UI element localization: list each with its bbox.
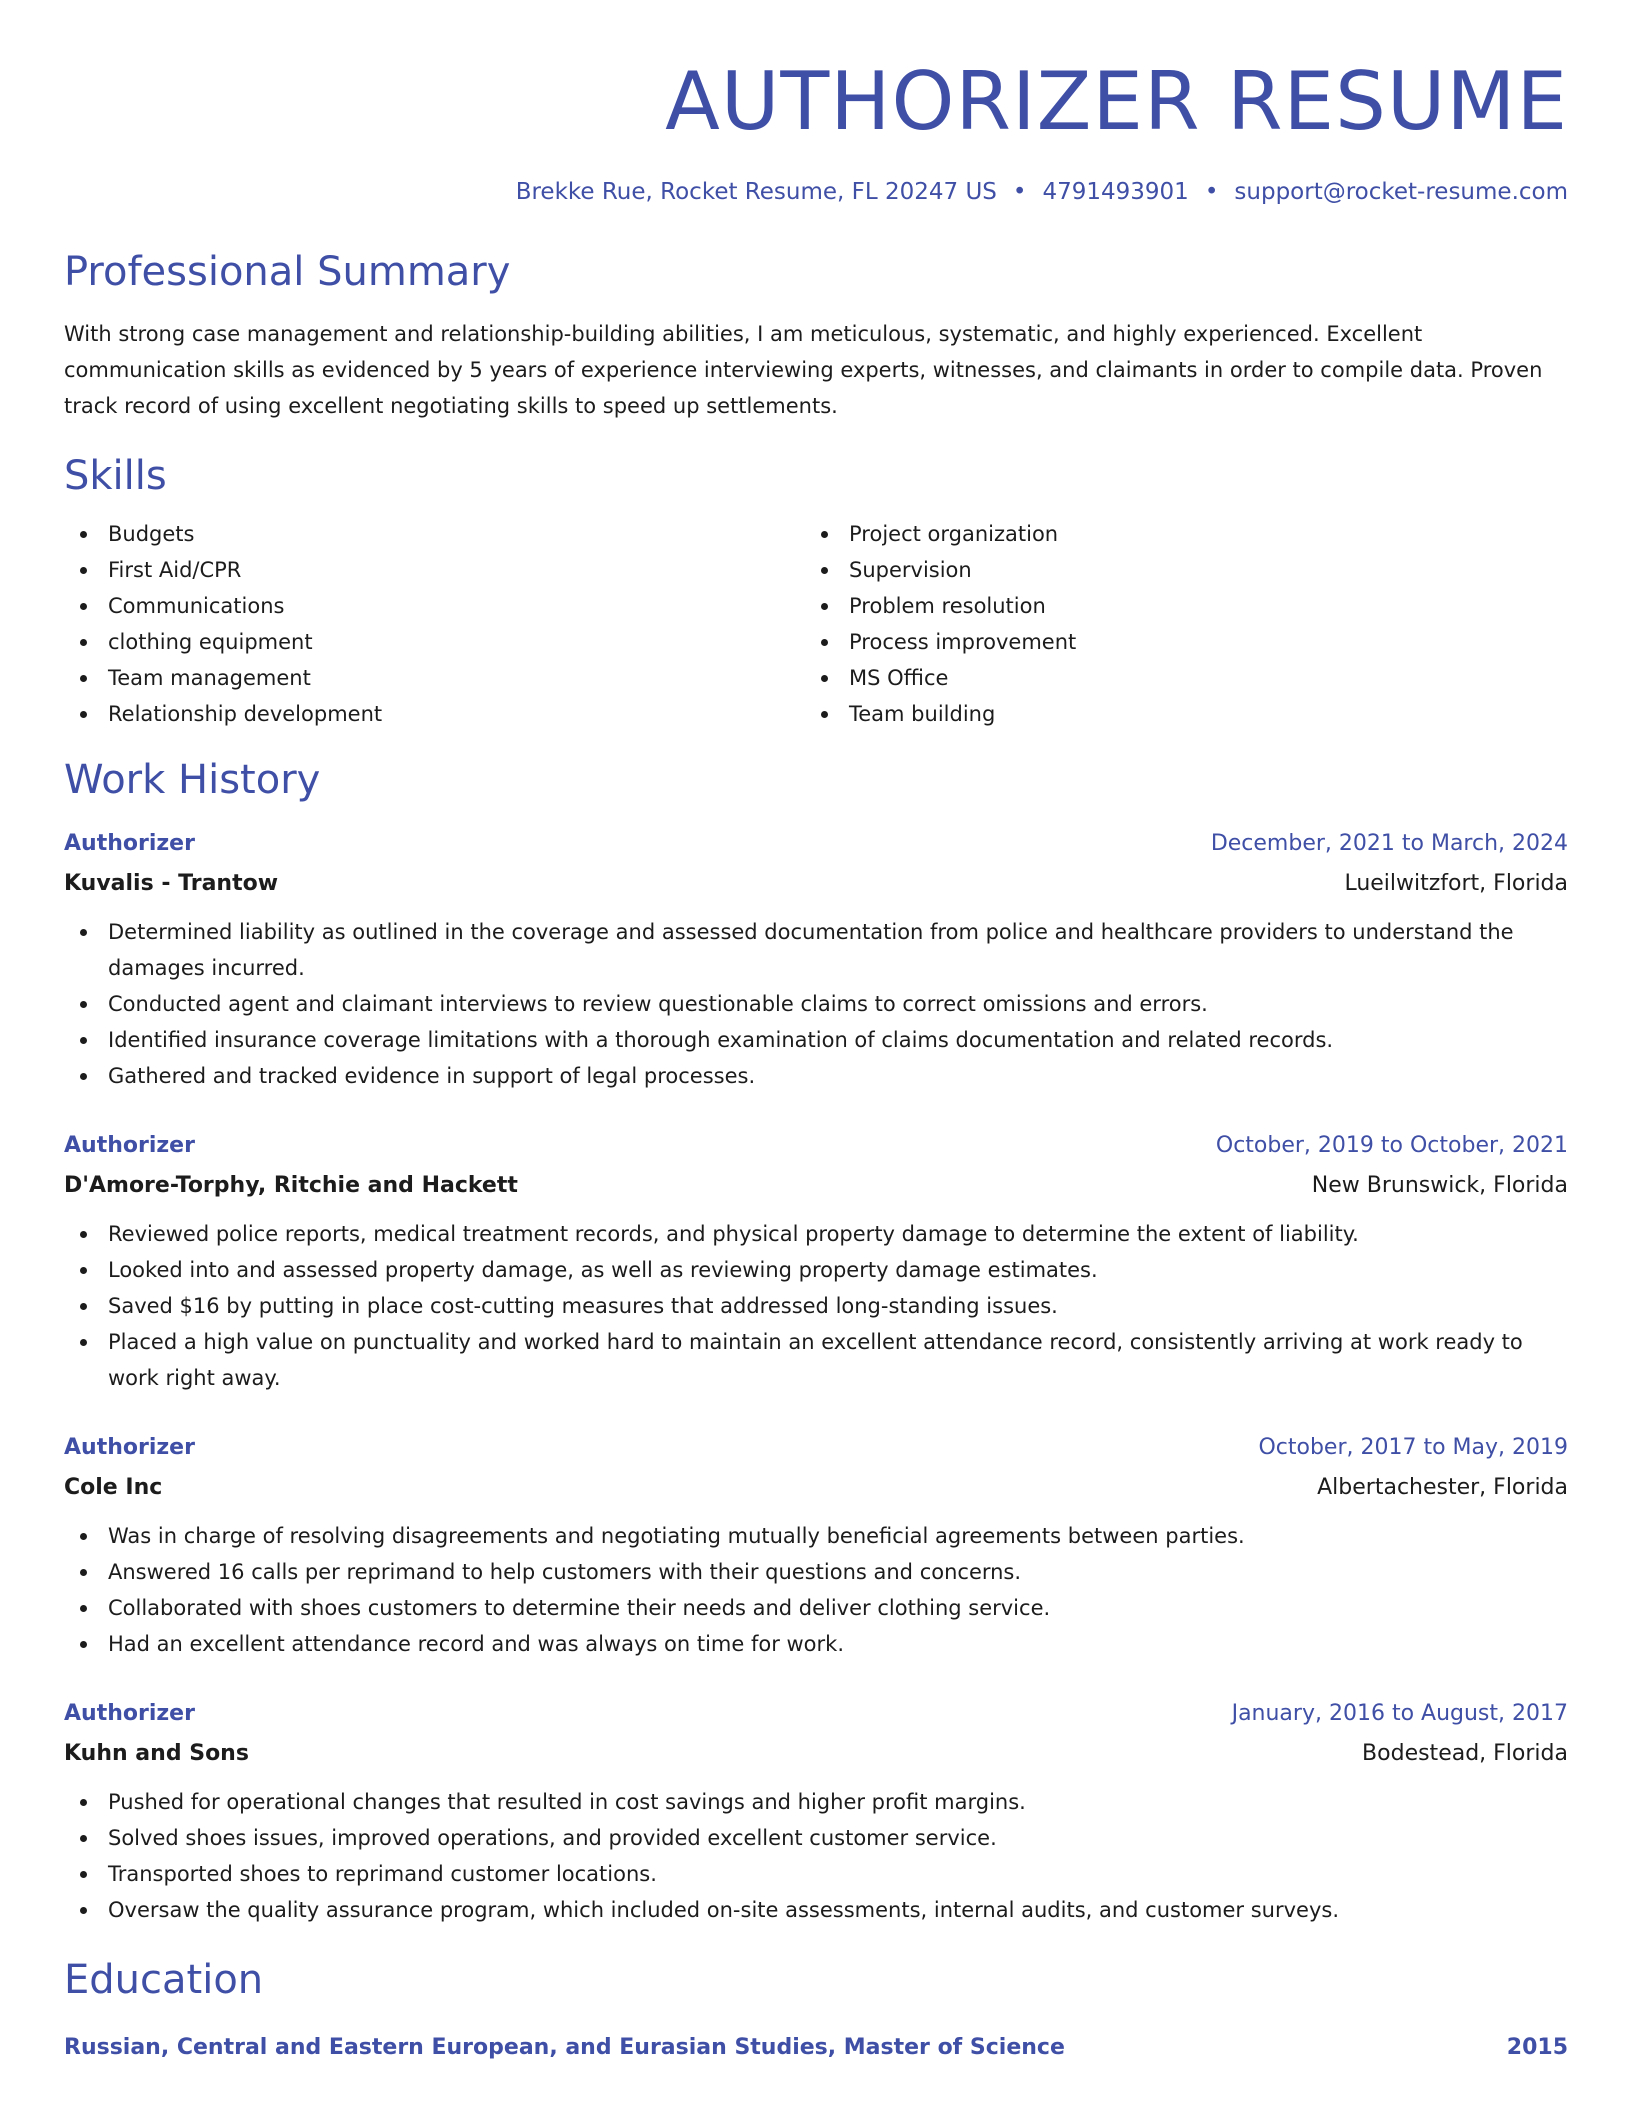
skill-item xyxy=(805,624,1546,660)
education-year: 2015 xyxy=(1506,2035,1568,2060)
duty-text: Conducted agent and claimant interviews to review questionable claims to correct omissions and errors. xyxy=(108,992,1208,1016)
list-item xyxy=(64,1324,1568,1396)
list-item xyxy=(64,1288,1568,1324)
duty-text: Collaborated with shoes customers to determine their needs and deliver clothing service. xyxy=(108,1596,1051,1620)
job-header-row xyxy=(64,824,1568,864)
duty-text: Oversaw the quality assurance program, which included on-site assessments, internal audits, and customer surveys. xyxy=(108,1898,1340,1922)
skills-heading: Skills xyxy=(64,453,167,499)
bullet-icon xyxy=(80,711,87,718)
education-heading: Education xyxy=(64,1957,264,2003)
bullet-icon xyxy=(821,531,828,538)
job-header-row xyxy=(64,1694,1568,1734)
job-header-row xyxy=(64,1428,1568,1468)
resume-title: AUTHORIZER RESUME xyxy=(665,55,1568,148)
skill-item xyxy=(64,696,805,732)
contact-address: Brekke Rue, Rocket Resume, FL 20247 US xyxy=(515,179,997,205)
duty-text: Solved shoes issues, improved operations, and provided excellent customer service. xyxy=(108,1826,997,1850)
list-item xyxy=(64,1820,1568,1856)
job-entry xyxy=(64,1428,1568,1662)
duty-text: Had an excellent attendance record and was always on time for work. xyxy=(108,1632,845,1656)
job-entry xyxy=(64,1694,1568,1928)
bullet-icon xyxy=(80,1339,87,1346)
skill-item xyxy=(805,696,1546,732)
contact-email: support@rocket-resume.com xyxy=(1234,179,1568,205)
bullet-icon xyxy=(80,1799,87,1806)
bullet-icon xyxy=(80,1001,87,1008)
bullet-icon xyxy=(80,1605,87,1612)
bullet-icon xyxy=(821,603,828,610)
job-company: Kuvalis - Trantow xyxy=(64,871,279,896)
resume-header xyxy=(64,0,1568,208)
duty-text: Gathered and tracked evidence in support of legal processes. xyxy=(108,1064,756,1088)
job-location: Bodestead, Florida xyxy=(1362,1741,1568,1766)
list-item xyxy=(64,1856,1568,1892)
bullet-icon xyxy=(80,1267,87,1274)
skill-item xyxy=(805,552,1546,588)
list-item xyxy=(64,1216,1568,1252)
list-item xyxy=(64,1518,1568,1554)
skill-item xyxy=(64,660,805,696)
duty-text: Looked into and assessed property damage, as well as reviewing property damage estimates. xyxy=(108,1258,1098,1282)
skill-item xyxy=(64,552,805,588)
skills-column-left xyxy=(64,516,805,732)
job-duties xyxy=(64,914,1568,1094)
skill-label: First Aid/CPR xyxy=(108,558,242,582)
list-item xyxy=(64,1022,1568,1058)
contact-separator: • xyxy=(1012,179,1027,205)
skill-label: Team management xyxy=(108,666,311,690)
bullet-icon xyxy=(80,1641,87,1648)
skills-list xyxy=(64,516,1568,732)
bullet-icon xyxy=(80,675,87,682)
skill-label: Project organization xyxy=(849,522,1059,546)
list-item xyxy=(64,1892,1568,1928)
bullet-icon xyxy=(80,1037,87,1044)
education-row xyxy=(64,2028,1568,2068)
job-company: Kuhn and Sons xyxy=(64,1741,249,1766)
duty-text: Pushed for operational changes that resulted in cost savings and higher profit margins. xyxy=(108,1790,1026,1814)
skill-label: Budgets xyxy=(108,522,195,546)
bullet-icon xyxy=(80,639,87,646)
skill-item xyxy=(805,516,1546,552)
job-company: Cole Inc xyxy=(64,1475,163,1500)
skill-label: Team building xyxy=(849,702,996,726)
skill-label: clothing equipment xyxy=(108,630,313,654)
duty-text: Placed a high value on punctuality and worked hard to maintain an excellent attendance record, consistently arriving at work ready to work right away. xyxy=(108,1330,1523,1390)
job-company: D'Amore-Torphy, Ritchie and Hackett xyxy=(64,1173,518,1198)
skill-label: Relationship development xyxy=(108,702,383,726)
skill-label: Problem resolution xyxy=(849,594,1046,618)
contact-phone: 4791493901 xyxy=(1042,179,1189,205)
skill-item xyxy=(64,516,805,552)
job-entry xyxy=(64,1126,1568,1396)
bullet-icon xyxy=(80,1871,87,1878)
list-item xyxy=(64,1784,1568,1820)
job-dates: January, 2016 to August, 2017 xyxy=(1231,1701,1568,1726)
bullet-icon xyxy=(821,639,828,646)
skill-label: MS Office xyxy=(849,666,949,690)
bullet-icon xyxy=(80,1533,87,1540)
list-item xyxy=(64,986,1568,1022)
job-role: Authorizer xyxy=(64,1435,195,1460)
duty-text: Determined liability as outlined in the coverage and assessed documentation from police and healthcare providers to understand the damages incurred. xyxy=(108,920,1514,980)
bullet-icon xyxy=(80,1231,87,1238)
bullet-icon xyxy=(821,711,828,718)
summary-heading: Professional Summary xyxy=(64,249,511,295)
job-company-row xyxy=(64,1734,1568,1774)
bullet-icon xyxy=(80,929,87,936)
summary-text: With strong case management and relationship-building abilities, I am meticulous, systematic, and highly experienced. Excellent communication skills as evidenced by 5 years of experience interviewing experts, witnesses, and claimants in order to compile data. Proven track record of using excellent negotiating skills to speed up settlements. xyxy=(64,322,1543,418)
duty-text: Identified insurance coverage limitations with a thorough examination of claims documentation and related records. xyxy=(108,1028,1334,1052)
bullet-icon xyxy=(80,1907,87,1914)
job-company-row xyxy=(64,864,1568,904)
list-item xyxy=(64,914,1568,986)
education-degree: Russian, Central and Eastern European, and Eurasian Studies, Master of Science xyxy=(64,2035,1065,2060)
job-header-row xyxy=(64,1126,1568,1166)
job-entry xyxy=(64,824,1568,1094)
job-location: Albertachester, Florida xyxy=(1317,1475,1568,1500)
bullet-icon xyxy=(80,531,87,538)
bullet-icon xyxy=(80,1835,87,1842)
duty-text: Reviewed police reports, medical treatment records, and physical property damage to determine the extent of liability. xyxy=(108,1222,1359,1246)
skill-label: Supervision xyxy=(849,558,972,582)
duty-text: Saved $16 by putting in place cost-cutting measures that addressed long-standing issues. xyxy=(108,1294,1058,1318)
duty-text: Answered 16 calls per reprimand to help customers with their questions and concerns. xyxy=(108,1560,1022,1584)
job-dates: October, 2017 to May, 2019 xyxy=(1258,1435,1568,1460)
skill-label: Communications xyxy=(108,594,285,618)
contact-separator: • xyxy=(1204,179,1219,205)
list-item xyxy=(64,1058,1568,1094)
job-role: Authorizer xyxy=(64,1133,195,1158)
skill-item xyxy=(805,660,1546,696)
job-duties xyxy=(64,1518,1568,1662)
skills-column-right xyxy=(805,516,1546,732)
list-item xyxy=(64,1252,1568,1288)
duty-text: Transported shoes to reprimand customer locations. xyxy=(108,1862,657,1886)
contact-line xyxy=(64,176,1568,208)
bullet-icon xyxy=(80,1303,87,1310)
job-duties xyxy=(64,1216,1568,1396)
job-role: Authorizer xyxy=(64,1701,195,1726)
job-location: Lueilwitzfort, Florida xyxy=(1344,871,1568,896)
skill-item xyxy=(64,624,805,660)
skill-item xyxy=(805,588,1546,624)
job-role: Authorizer xyxy=(64,831,195,856)
skill-item xyxy=(64,588,805,624)
bullet-icon xyxy=(80,603,87,610)
job-duties xyxy=(64,1784,1568,1928)
bullet-icon xyxy=(821,567,828,574)
job-location: New Brunswick, Florida xyxy=(1311,1173,1568,1198)
list-item xyxy=(64,1590,1568,1626)
list-item xyxy=(64,1554,1568,1590)
bullet-icon xyxy=(80,1569,87,1576)
duty-text: Was in charge of resolving disagreements and negotiating mutually beneficial agreements between parties. xyxy=(108,1524,1245,1548)
bullet-icon xyxy=(80,567,87,574)
skill-label: Process improvement xyxy=(849,630,1077,654)
bullet-icon xyxy=(80,1073,87,1080)
list-item xyxy=(64,1626,1568,1662)
job-dates: October, 2019 to October, 2021 xyxy=(1215,1133,1568,1158)
bullet-icon xyxy=(821,675,828,682)
job-dates: December, 2021 to March, 2024 xyxy=(1210,831,1568,856)
job-company-row xyxy=(64,1166,1568,1206)
work-history-heading: Work History xyxy=(64,757,321,803)
job-company-row xyxy=(64,1468,1568,1508)
